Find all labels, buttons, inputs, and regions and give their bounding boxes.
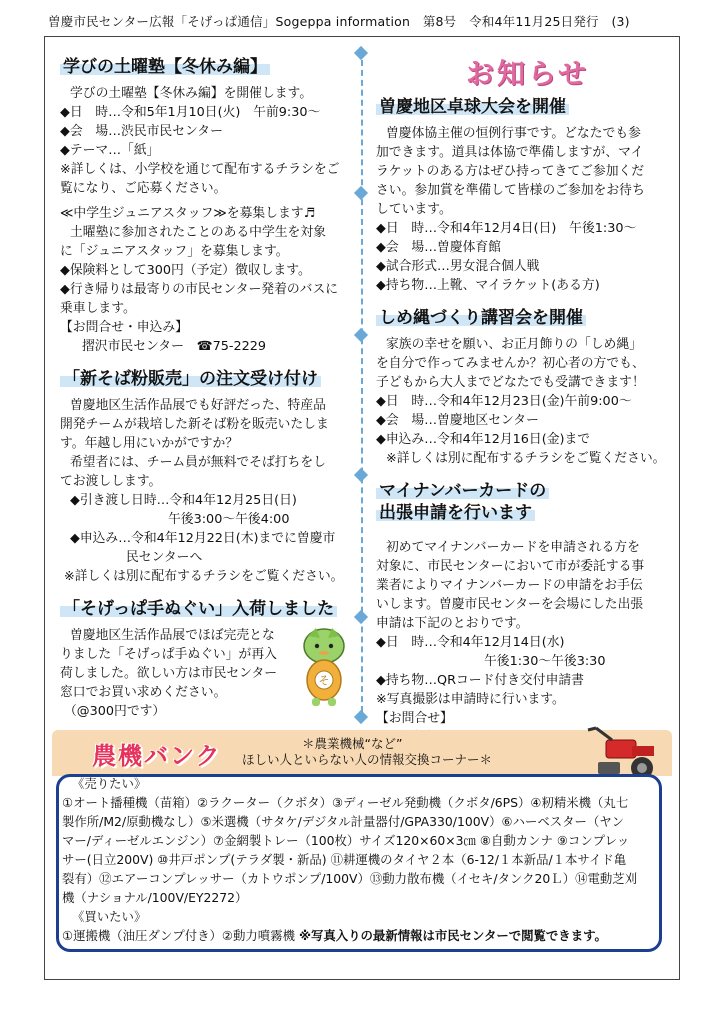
- tenugui-text-2: りました「そげっぱ手ぬぐい」が再入: [60, 647, 277, 662]
- bus-info: ◆行き帰りは最寄りの市民センター発着のバスに: [60, 282, 339, 297]
- shimenawa-title: しめ縄づくり講習会を開催: [376, 307, 586, 329]
- shimenawa-note: ※詳しくは別に配布するチラシをご覧ください。: [386, 451, 666, 466]
- junior-staff-text: 土曜塾に参加されたことのある中学生を対象: [70, 225, 326, 240]
- soba-apply-2: 民センターへ: [126, 550, 203, 565]
- soba-sale-title: 「新そば粉販売」の注文受け付け: [60, 368, 321, 390]
- mynumber-date: ◆日 時…令和4年12月14日(水): [376, 635, 565, 650]
- table-tennis-text-3: ラケットのある方はぜひ持ってきてご参加くだ: [376, 164, 645, 179]
- table-tennis-date: ◆日 時…令和4年12月4日(日) 午後1:30～: [376, 221, 637, 236]
- shimenawa-date: ◆日 時…令和4年12月23日(金)午前9:00～: [376, 394, 632, 409]
- svg-text:そ: そ: [318, 674, 330, 687]
- oshirase-heading: お知らせ: [466, 57, 590, 90]
- table-tennis-text-5: しています。: [376, 202, 452, 217]
- tenugui-text-3: 荷しました。欲しい方は市民センター: [60, 666, 278, 681]
- junior-staff-heading: ≪中学生ジュニアスタッフ≫を募集します♬: [60, 206, 316, 221]
- soba-text-5: てお渡しします。: [60, 474, 162, 489]
- shimenawa-text-1: 家族の幸せを願い、お正月飾りの「しめ縄」: [386, 337, 642, 352]
- bus-info-2: 乗車します。: [60, 301, 136, 316]
- buy-heading: 《買いたい》: [72, 909, 147, 924]
- soba-text-3: す。年越し用にいかがですか？: [60, 436, 239, 451]
- table-tennis-items: ◆持ち物…上靴、マイラケット(ある方): [376, 278, 600, 293]
- mynumber-text-3: 業者によりマイナンバーカードの申請をお手伝: [376, 578, 643, 593]
- sell-list-line: マー/ディーゼルエンジン）⑦金網製トレー（100枚）サイズ120×60×3㎝ ⑧自動カンナ ⑨コンプレッ: [62, 833, 630, 848]
- table-tennis-title: 曽慶地区卓球大会を開催: [376, 96, 569, 118]
- shimenawa-text-2: を自分で作ってみませんか？初心者の方でも、: [376, 356, 645, 371]
- contact-surusawa: 摺沢市民センター ☎75-2229: [82, 339, 267, 354]
- sogeppa-mascot-illustration: [294, 624, 354, 708]
- saturday-school-venue: ◆会 場…渋民市民センター: [60, 124, 223, 139]
- mynumber-note: ※写真撮影は申請時に行います。: [376, 692, 565, 707]
- sell-heading: 《売りたい》: [72, 776, 147, 791]
- mynumber-text-4: いします。曽慶市民センターを会場にした出張: [376, 597, 644, 612]
- sell-list-line: 製作所/M2/原動機なし）⑤米選機（サタケ/デジタル計量器付/GPA330/100V）⑥ハーベスター（ヤン: [62, 814, 624, 829]
- table-tennis-text-4: さい。参加賞を準備して皆様のご参加をお待ち: [376, 183, 645, 198]
- mynumber-title: マイナンバーカードの: [376, 480, 549, 502]
- mynumber-text-2: 対象に、市民センターにおいて市が委託する事: [376, 559, 645, 574]
- sell-list-line: 裂有）⑫エアーコンプレッサー（カトウポンプ/100V）⑬動力散布機（イセキ/タンク20Ｌ）⑭電動芝刈: [62, 871, 638, 886]
- table-tennis-format: ◆試合形式…男女混合個人戦: [376, 259, 540, 274]
- machinery-bank-logo: 農機バンク: [92, 742, 222, 770]
- tenugui-price: （@300円です）: [64, 704, 166, 719]
- sell-list-line: 機（ナショナル/100V/EY2272）: [62, 890, 248, 905]
- buy-note: ※写真入りの最新情報は市民センターで閲覧できます。: [298, 928, 607, 943]
- soba-apply: ◆申込み…令和4年12月22日(木)までに曽慶市: [70, 531, 336, 546]
- right-column: [376, 96, 668, 747]
- machinery-bank-subtitle: ＊農業機械“など” ほしい人といらない人の情報交換コーナー＊: [242, 736, 493, 767]
- machinery-bank-body: [62, 774, 656, 945]
- soba-text-2: 開発チームが栽培した新そば粉を販売いたしま: [60, 417, 329, 432]
- soba-note: ※詳しくは別に配布するチラシをご覧ください。: [64, 569, 344, 584]
- shimenawa-venue: ◆会 場…曽慶地区センター: [376, 413, 539, 428]
- mynumber-text-5: 申請は下記のとおりです。: [376, 616, 529, 631]
- saturday-school-intro: 学びの土曜塾【冬休み編】を開催します。: [70, 86, 313, 101]
- junior-staff-text-2: に「ジュニアスタッフ」を募集します。: [60, 244, 289, 259]
- table-tennis-text-1: 曽慶体協主催の恒例行事です。どなたでも参: [386, 126, 641, 141]
- tenugui-title: 「そげっぱ手ぬぐい」入荷しました: [60, 598, 337, 620]
- soba-text-1: 曽慶地区生活作品展でも好評だった、特産品: [70, 398, 326, 413]
- saturday-school-date: ◆日 時…令和5年1月10日(火) 午前9:30～: [60, 105, 321, 120]
- saturday-school-note: ※詳しくは、小学校を通じて配布するチラシをご: [60, 162, 340, 177]
- saturday-school-note-2: 覧になり、ご応募ください。: [60, 181, 227, 196]
- tenugui-text-1: 曽慶地区生活作品展でほぼ完売とな: [70, 628, 275, 643]
- mynumber-contact-heading: 【お問合せ】: [376, 711, 453, 726]
- buy-list: ①運搬機（油圧ダンプ付き）②動力噴霧機 ※写真入りの最新情報は市民センターで閲覧できます。: [62, 928, 607, 943]
- soba-text-4: 希望者には、チーム員が無料でそば打ちをし: [70, 455, 326, 470]
- shimenawa-apply: ◆申込み…令和4年12月16日(金)まで: [376, 432, 591, 447]
- sell-list-line: ①オート播種機（苗箱）②ラクーター（クボタ）③ディーゼル発動機（クボタ/6PS）④籾精米機（丸七: [62, 795, 629, 810]
- sell-list-line: サー(日立200V) ⑩井戸ポンプ(テラダ製・新品) ⑪耕運機のタイヤ２本（6-12/１本新品/１本サイド亀: [62, 852, 627, 867]
- page-header: 曽慶市民センター広報「そげっぱ通信」Sogeppa information 第8号 令和4年11月25日発行 (3): [48, 14, 630, 29]
- shimenawa-text-3: 子どもから大人までどなたでも受講できます！: [376, 375, 645, 390]
- machinery-bank-section: [52, 730, 672, 960]
- mynumber-text-1: 初めてマイナンバーカードを申請される方を: [386, 540, 640, 555]
- table-tennis-text-2: 加できます。道具は体協で準備しますが、マイ: [376, 145, 644, 160]
- insurance-fee: ◆保険料として300円（予定）徴収します。: [60, 263, 311, 278]
- tenugui-text-4: 窓口でお買い求めください。: [60, 685, 227, 700]
- contact-heading: 【お問合せ・申込み】: [60, 320, 188, 335]
- soba-delivery: ◆引き渡し日時…令和4年12月25日(日): [70, 493, 297, 508]
- saturday-school-theme: ◆テーマ…「紙」: [60, 143, 160, 158]
- mynumber-title-2: 出張申請を行います: [376, 502, 535, 524]
- table-tennis-venue: ◆会 場…曽慶体育館: [376, 240, 502, 255]
- saturday-school-title: 学びの土曜塾【冬休み編】: [60, 56, 270, 78]
- left-column: [60, 56, 348, 721]
- mynumber-time: 午後1:30～午後3:30: [484, 654, 606, 669]
- soba-delivery-time: 午後3:00～午後4:00: [168, 512, 290, 527]
- mynumber-items: ◆持ち物…QRコード付き交付申請書: [376, 673, 584, 688]
